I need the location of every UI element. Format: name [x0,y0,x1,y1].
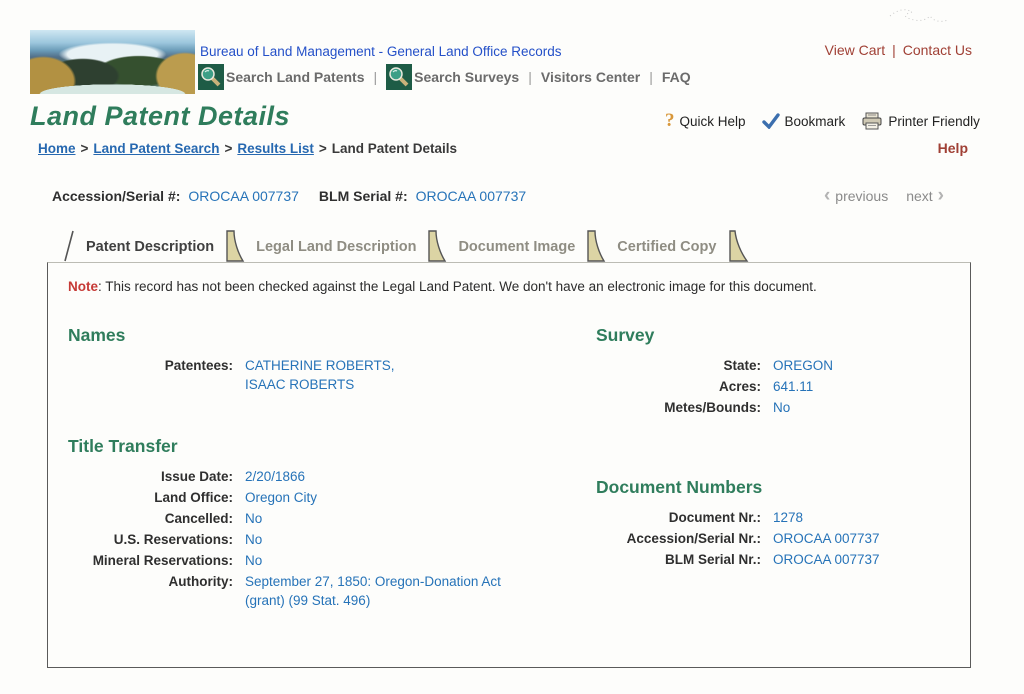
authority-line: September 27, 1850: Oregon-Donation Act [245,574,501,589]
field-value: No [245,553,263,568]
tab-bar [62,229,750,263]
field-value: No [245,511,263,526]
field-row [596,552,956,568]
field-value: 641.11 [773,379,814,394]
top-utility-links [825,42,972,58]
names-section-title: Names [68,325,126,345]
breadcrumb [38,141,457,156]
printer-icon [861,112,883,130]
next-button[interactable] [906,186,944,205]
survey-section [596,325,956,416]
tool-label: Quick Help [679,113,746,129]
field-label: State: [723,358,761,373]
tab-patent-description[interactable]: Patent Description [86,239,215,255]
quick-help-button[interactable] [665,110,746,132]
patentee-name: CATHERINE ROBERTS, [245,358,395,373]
breadcrumb-home[interactable]: Home [38,141,76,156]
blm-serial-label: BLM Serial #: [318,188,408,204]
scan-artifact [880,2,970,32]
field-value: OREGON [773,358,834,373]
divider: | [528,69,532,85]
field-row [596,379,956,395]
field-label: U.S. Reservations: [113,532,233,547]
field-label: Patentees: [164,358,233,373]
previous-button[interactable] [824,186,888,205]
note-text: : This record has not been checked against the Legal Land Patent. We don't have an electronic image for this document. [98,279,817,294]
divider: | [892,42,896,58]
field-row [68,532,548,548]
view-cart-link[interactable]: View Cart [824,42,886,58]
field-label: Issue Date: [160,469,233,484]
field-row [596,531,956,547]
tab-certified-copy[interactable]: Certified Copy [617,239,717,255]
tab-separator [585,230,607,263]
help-link[interactable]: Help [937,140,968,156]
field-row [68,574,548,612]
breadcrumb-sep: > [318,141,327,156]
field-row [68,553,548,569]
chevron-right-icon: › [937,185,944,206]
field-value [245,574,501,612]
breadcrumb-land-patent-search[interactable]: Land Patent Search [93,141,220,156]
field-value: 1278 [773,510,804,525]
field-value: 2/20/1866 [245,469,306,484]
checkmark-icon [762,113,780,129]
chevron-left-icon: ‹ [823,185,831,206]
tab-separator [224,230,246,263]
field-value: OROCAA 007737 [773,531,880,546]
record-note [68,277,928,297]
divider: | [373,69,378,85]
record-pager [824,186,944,205]
field-row [68,490,548,506]
nav-label: FAQ [661,69,691,85]
authority-line: (grant) (99 Stat. 496) [245,593,371,608]
field-label: Land Office: [154,490,233,505]
accession-serial-label: Accession/Serial #: [52,188,181,204]
field-label: Cancelled: [164,511,233,526]
tab-edge-left [62,230,76,263]
field-row [68,511,548,527]
field-row [596,400,956,416]
accession-serial-value: OROCAA 007737 [188,188,299,204]
record-identifier-bar [52,188,526,204]
field-label: Authority: [168,574,233,589]
document-numbers-section-title: Document Numbers [596,477,763,497]
breadcrumb-sep: > [224,141,233,156]
blm-serial-value: OROCAA 007737 [415,188,527,204]
tab-separator [426,230,448,263]
contact-us-link[interactable]: Contact Us [902,42,972,58]
field-row [68,469,548,485]
previous-label: previous [835,187,889,204]
tab-edge-right [726,230,750,263]
bookmark-button[interactable] [762,113,846,129]
search-icon [198,64,224,90]
title-transfer-section [68,436,548,612]
field-row [68,358,548,396]
field-value [245,358,395,396]
survey-section-title: Survey [596,325,655,345]
tab-legal-land-description[interactable]: Legal Land Description [256,239,417,255]
patentee-name: ISAAC ROBERTS [245,377,355,392]
names-section [68,325,548,396]
nav-faq[interactable] [662,69,691,85]
nav-visitors-center[interactable] [541,69,640,85]
divider: | [649,69,653,85]
question-mark-icon: ? [665,110,675,131]
next-label: next [906,187,933,204]
nav-label: Search Land Patents [226,69,365,85]
field-label: BLM Serial Nr.: [664,552,761,567]
breadcrumb-results-list[interactable]: Results List [237,141,314,156]
field-value: No [245,532,263,547]
breadcrumb-current: Land Patent Details [331,141,458,156]
site-title-link[interactable]: Bureau of Land Management - General Land Office Records [200,44,562,59]
field-row [596,510,956,526]
field-label: Metes/Bounds: [664,400,761,415]
patent-description-panel [47,262,971,668]
nav-label: Visitors Center [540,69,641,85]
field-label: Accession/Serial Nr.: [626,531,761,546]
page-title: Land Patent Details [30,101,291,131]
field-label: Mineral Reservations: [92,553,233,568]
nav-search-surveys[interactable] [386,64,519,90]
note-label: Note [68,279,98,294]
field-value: No [773,400,791,415]
title-transfer-section-title: Title Transfer [68,436,178,456]
field-value: Oregon City [245,490,318,505]
document-numbers-section [596,477,956,568]
blm-landscape-logo[interactable] [30,30,195,94]
nav-search-land-patents[interactable] [198,64,365,90]
field-value: OROCAA 007737 [773,552,880,567]
field-row [596,358,956,374]
breadcrumb-sep: > [80,141,89,156]
tool-label: Printer Friendly [888,113,980,129]
main-nav [198,63,691,91]
field-label: Document Nr.: [668,510,761,525]
printer-friendly-button[interactable] [861,112,980,130]
tool-label: Bookmark [784,113,846,129]
tab-document-image[interactable]: Document Image [458,239,576,255]
nav-label: Search Surveys [414,69,520,85]
search-icon [386,64,412,90]
field-label: Acres: [718,379,761,394]
page-tools [665,110,980,132]
